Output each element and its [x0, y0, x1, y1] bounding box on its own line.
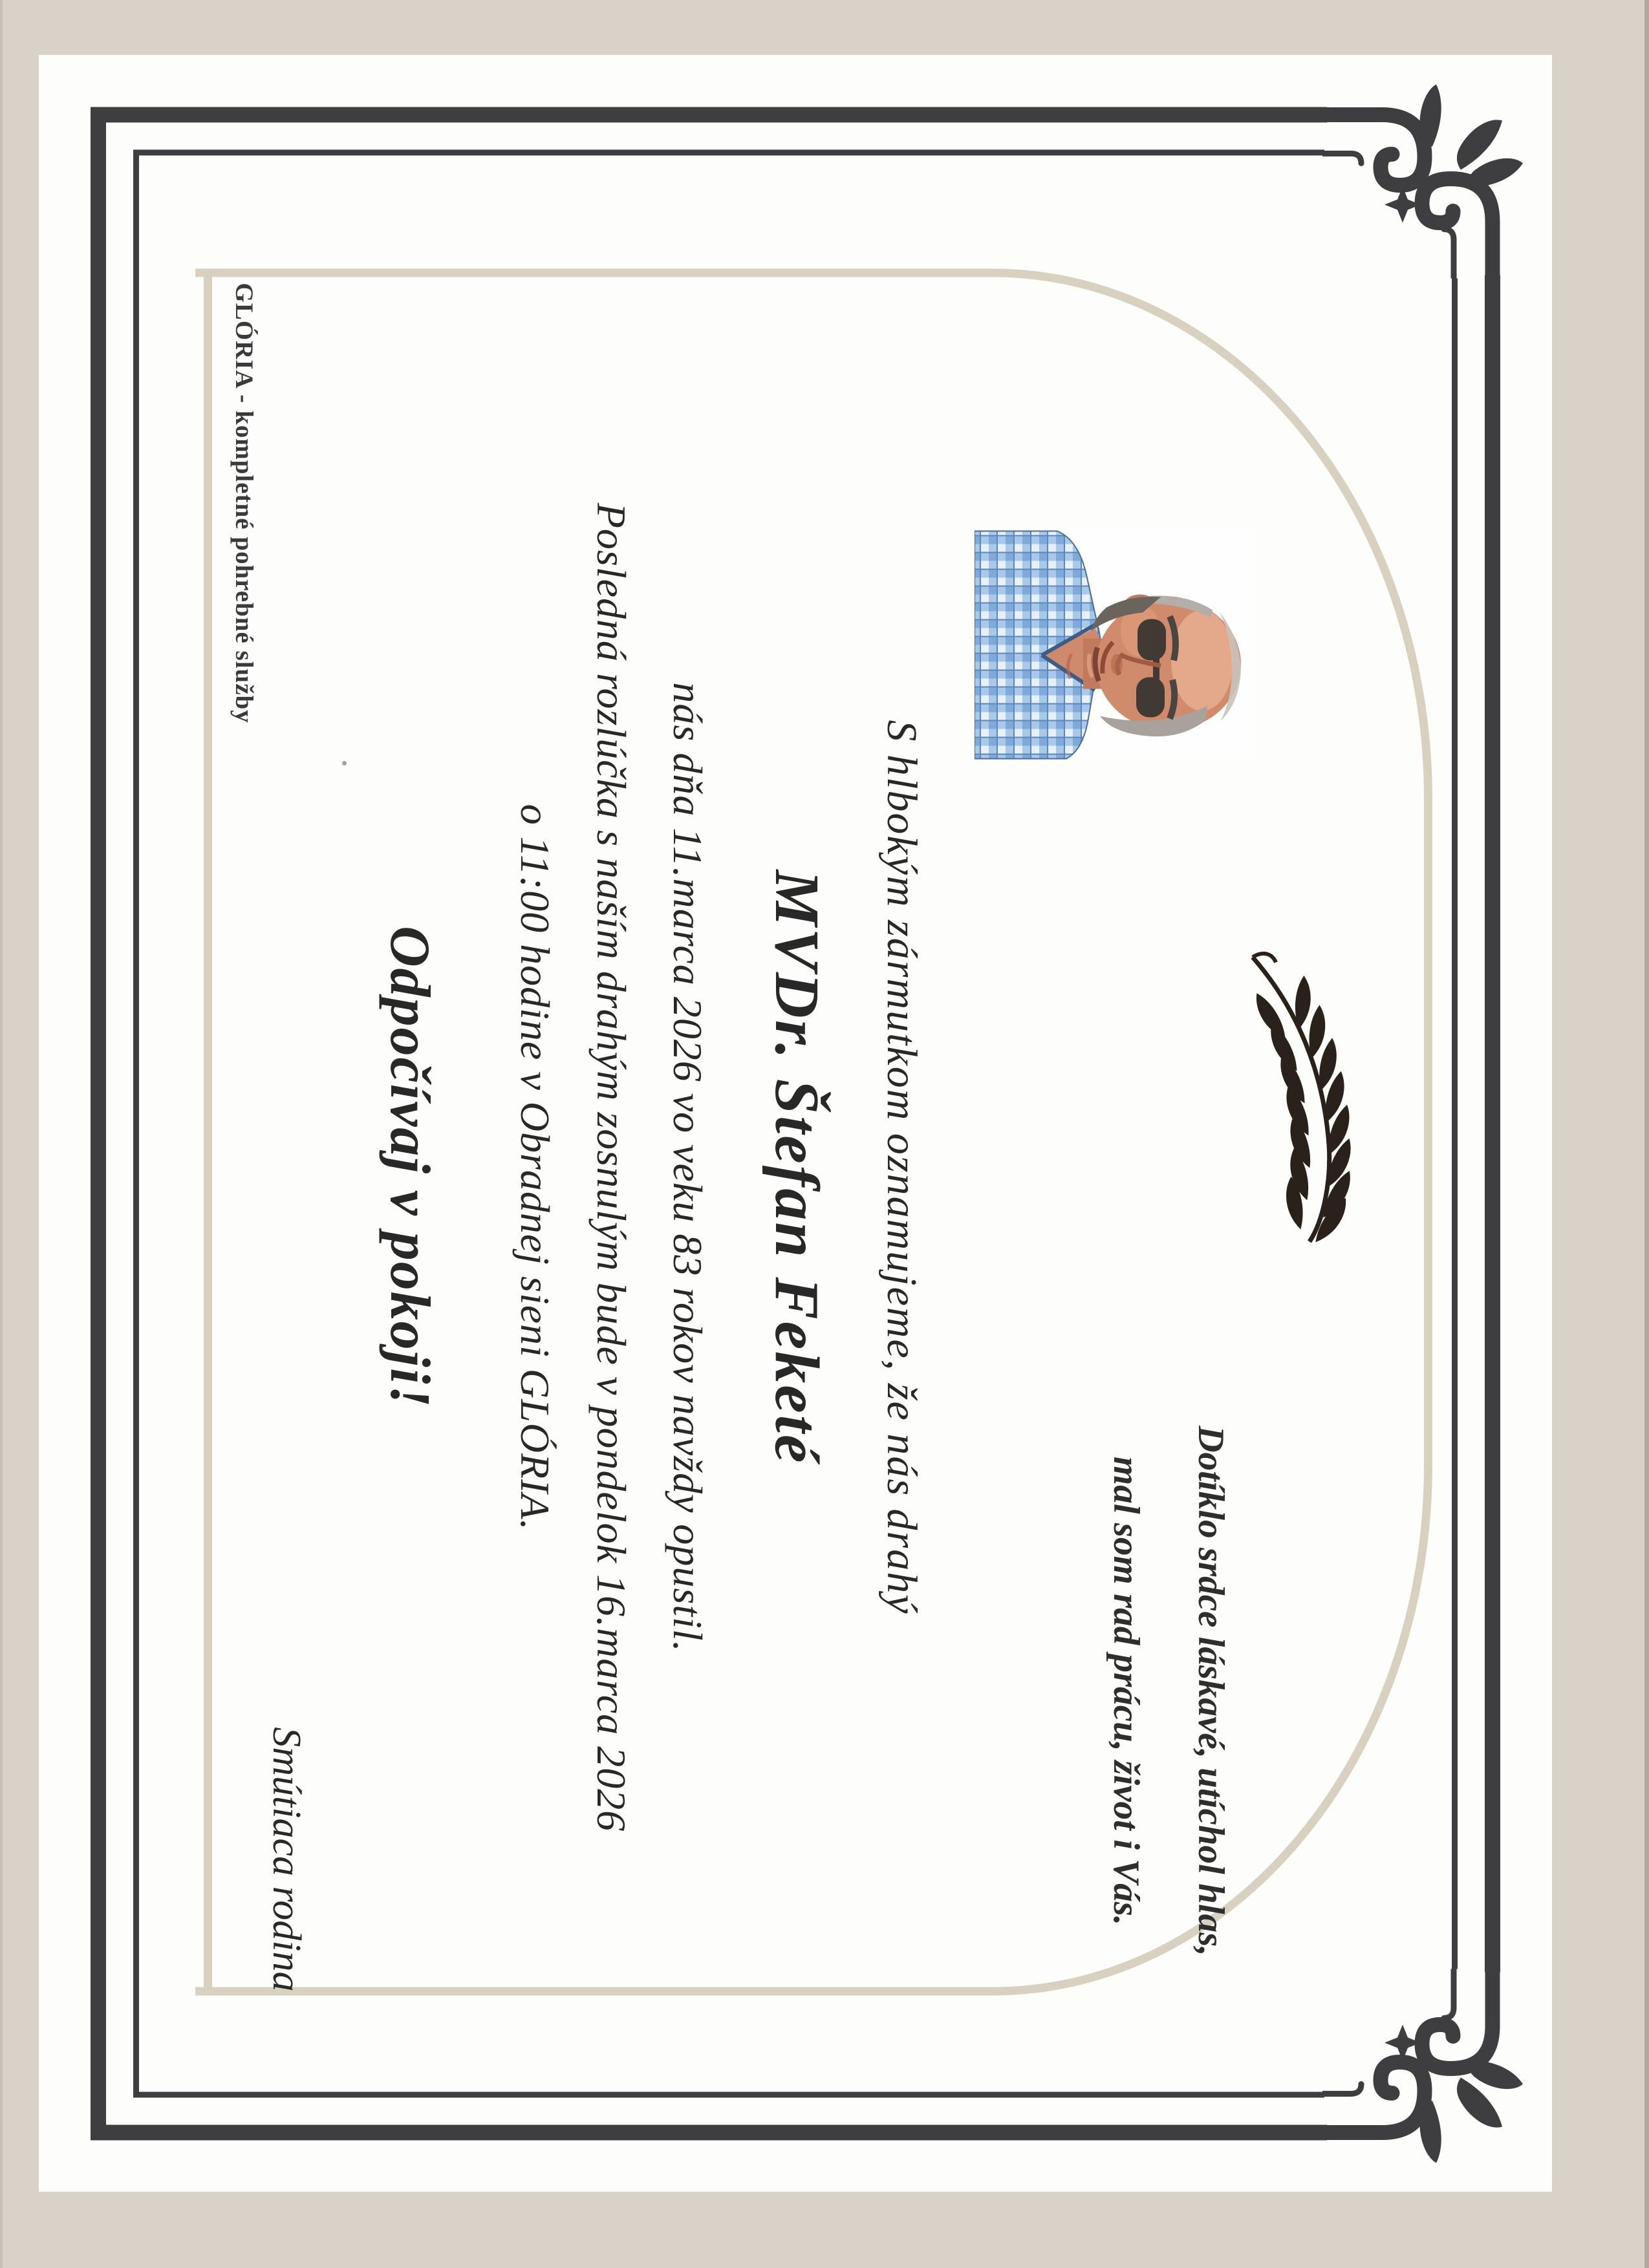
- verse-line: Dotíklo srdce láskavé, utíchol hlas,: [1191, 1425, 1231, 1956]
- scanner-edge-shadow: [1644, 0, 1649, 2268]
- announcement-intro: S hlbokým zármutkom oznamujeme, že nás drahý: [878, 720, 925, 1614]
- grieving-family-line: Smútiaca rodina: [264, 1726, 308, 1991]
- verse-line: mal som rad prácu, život i Vás.: [1105, 1456, 1147, 1925]
- funeral-home-credit: GLÓRIA - kompletné pohrebné služby: [230, 283, 258, 723]
- scanner-edge-shadow: [0, 0, 3, 2268]
- farewell-line: Posledná rozlúčka s naším drahým zosnulým bude v pondelok 16.marca 2026: [588, 502, 634, 1832]
- passing-line: nás dňa 11.marca 2026 vo veku 83 rokov navždy opustil.: [665, 681, 711, 1653]
- deceased-name: MVDr. Štefan Feketé: [762, 870, 832, 1464]
- announcement-card: [39, 55, 1552, 2192]
- rest-in-peace-line: Odpočívaj v pokoji!: [378, 925, 441, 1409]
- announcement-sheet: [39, 55, 1552, 2192]
- time-place-line: o 11:00 hodine v Obradnej sieni GLÓRIA.: [512, 804, 558, 1530]
- frame-line: [91, 107, 1327, 122]
